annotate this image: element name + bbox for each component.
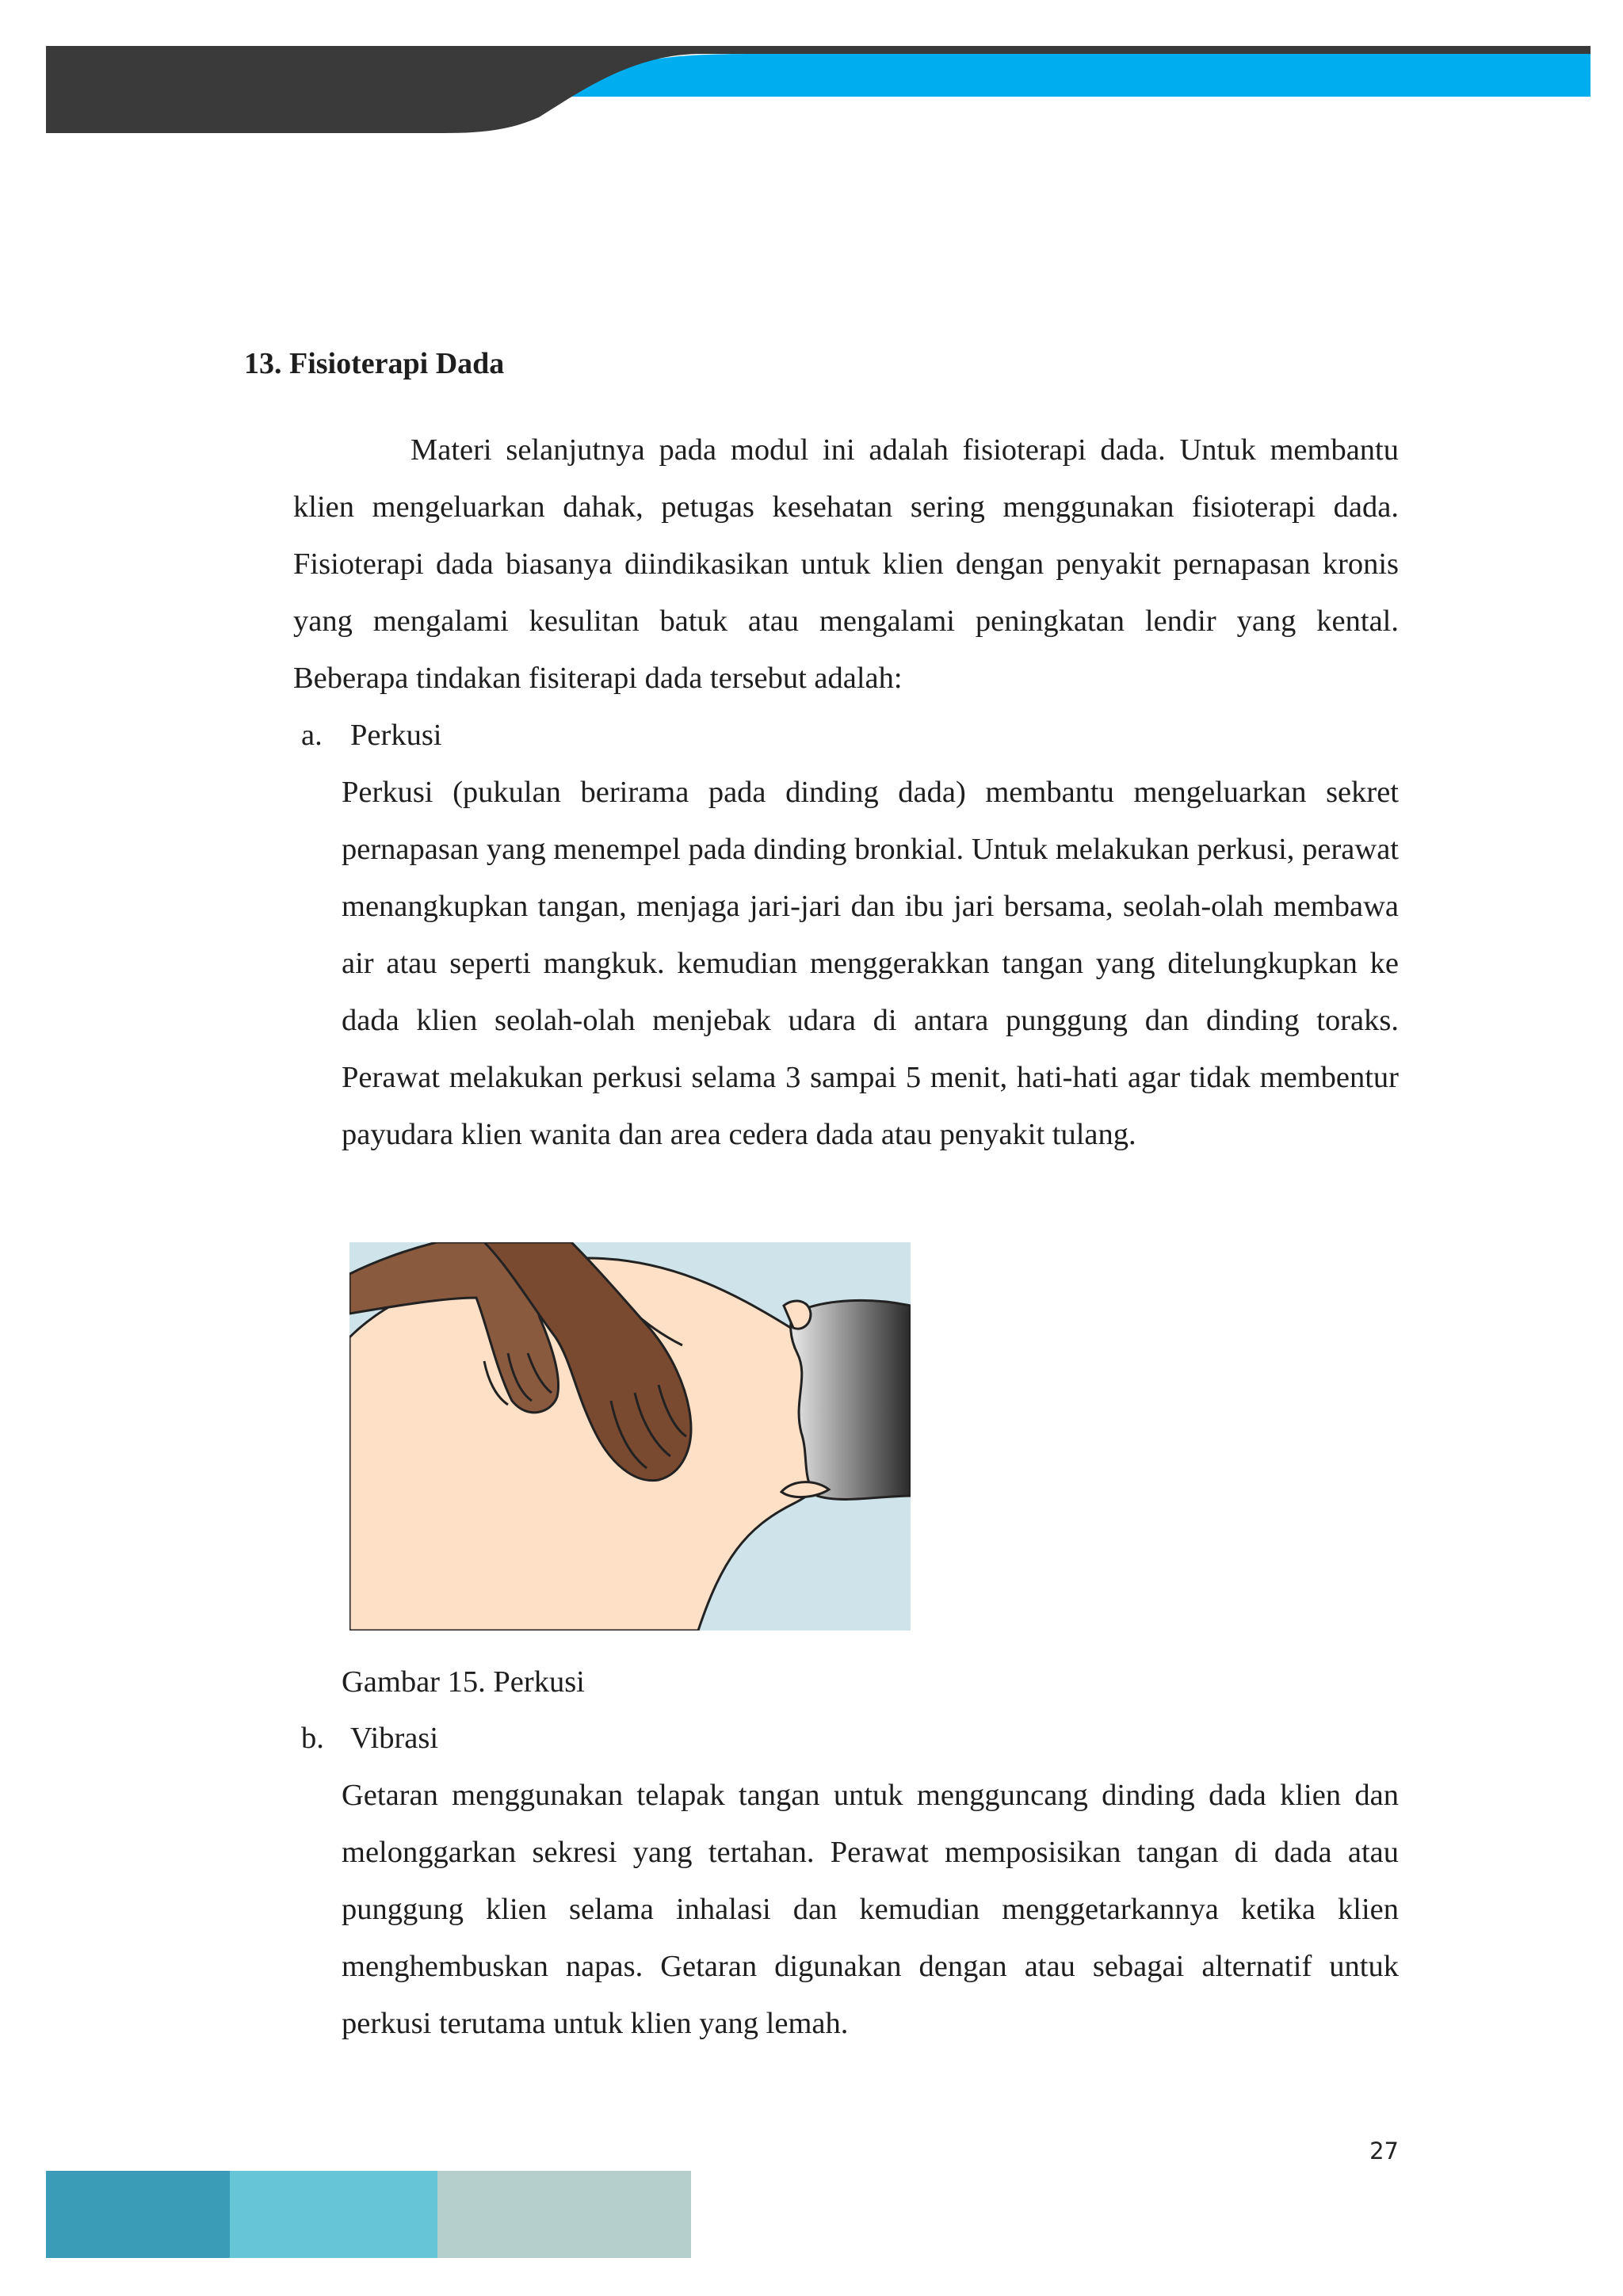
footer-bar-3 <box>437 2171 691 2258</box>
footer-bar-2 <box>230 2171 437 2258</box>
footer-bar-1 <box>46 2171 230 2258</box>
list-item-a-body: Perkusi (pukulan berirama pada dinding dada) membantu mengeluarkan sekret pernapasan yang menempel pada dinding bronkial. Untuk melakukan perkusi, perawat menangkupkan tangan, menjaga jari-jari dan ibu jari bersama, seolah-olah membawa air atau seperti mangkuk. kemudian menggerakkan tangan yang ditelungkupkan ke dada klien seolah-olah menjebak udara di antara punggung dan dinding toraks. Perawat melakukan perkusi selama 3 sampai 5 menit, hati-hati agar tidak membentur payudara klien wanita dan area cedera dada atau penyakit tulang. <box>342 776 1399 1151</box>
list-item-b-letter: b. <box>301 1722 324 1755</box>
percussion-illustration <box>349 1242 911 1630</box>
section-heading: 13. Fisioterapi Dada <box>244 347 505 380</box>
list-item-b-title: Vibrasi <box>350 1722 439 1755</box>
page-number: 27 <box>1369 2138 1399 2164</box>
list-item-a-letter: a. <box>301 719 323 752</box>
intro-paragraph: Materi selanjutnya pada modul ini adalah fisioterapi dada. Untuk membantu klien mengeluarkan dahak, petugas kesehatan sering menggunakan fisioterapi dada. Fisioterapi dada biasanya diindikasikan untuk klien dengan penyakit pernapasan kronis yang mengalami kesulitan batuk atau mengalami peningkatan lendir yang kental. Beberapa tindakan fisiterapi dada tersebut adalah: <box>293 433 1399 695</box>
list-item-b-heading <box>301 1710 438 1767</box>
patient-head <box>791 1300 911 1499</box>
list-item-b-body: Getaran menggunakan telapak tangan untuk mengguncang dinding dada klien dan melonggarkan sekresi yang tertahan. Perawat memposisikan tangan di dada atau punggung klien selama inhalasi dan kemudian menggetarkannya ketika klien menghembuskan napas. Getaran digunakan dengan atau sebagai alternatif untuk perkusi terutama untuk klien yang lemah. <box>342 1779 1399 2040</box>
list-item-a-title: Perkusi <box>350 719 442 752</box>
figure-caption: Gambar 15. Perkusi <box>342 1665 585 1699</box>
footer-color-bars <box>46 2171 691 2258</box>
list-item-a-heading <box>301 707 442 764</box>
header-accent-band <box>555 54 1591 97</box>
header-banner <box>0 0 1623 143</box>
